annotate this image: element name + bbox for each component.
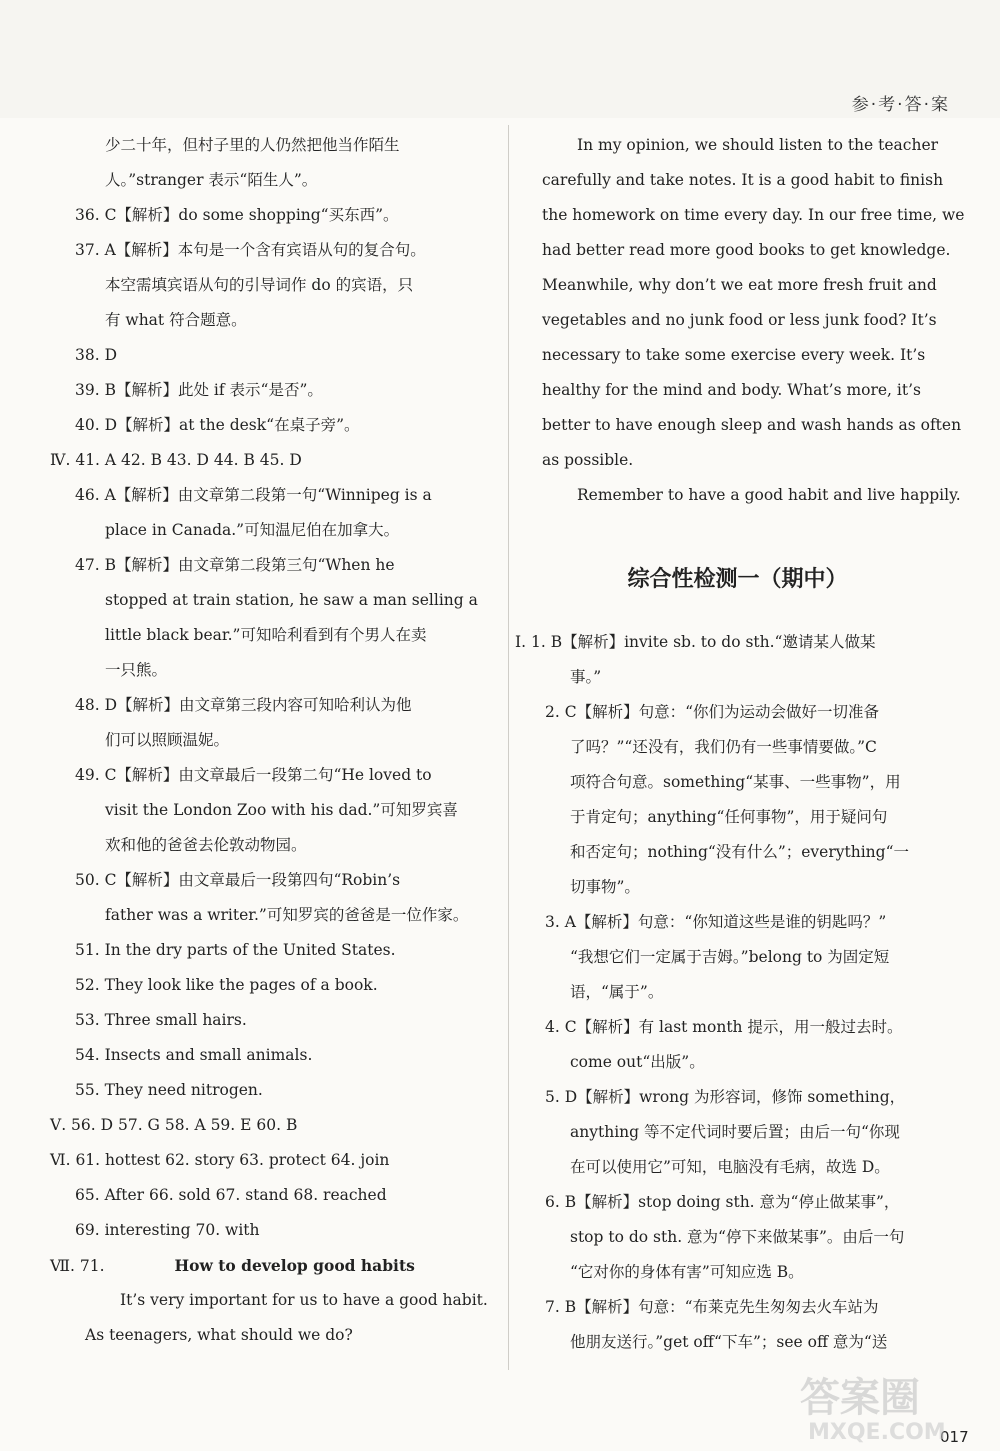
essay-line: better to have enough sleep and wash hands as often <box>542 416 962 434</box>
answer-line: place in Canada.”可知温尼伯在加拿大。 <box>105 521 400 539</box>
answer-line: stopped at train station, he saw a man selling a <box>105 591 478 609</box>
essay-line: had better read more good books to get knowledge. <box>542 241 951 259</box>
essay-line: Remember to have a good habit and live happily. <box>577 486 961 504</box>
answer-line: 2. C【解析】句意：“你们为运动会做好一切准备 <box>545 703 880 721</box>
answer-line: 们可以照顾温妮。 <box>105 731 230 749</box>
answer-line: 欢和他的爸爸去伦敦动物园。 <box>105 836 307 854</box>
essay-title-line <box>50 1248 490 1283</box>
answer-line: 48. D【解析】由文章第三段内容可知哈利认为他 <box>75 696 412 714</box>
answer-line: 了吗？”“还没有，我们仍有一些事情要做。”C <box>570 738 877 756</box>
answer-line: 36. C【解析】do some shopping“买东西”。 <box>75 206 399 224</box>
watermark-main-text: 答案圈 <box>800 1375 920 1421</box>
answer-line: 51. In the dry parts of the United States. <box>75 941 396 959</box>
answer-line: 6. B【解析】stop doing sth. 意为“停止做某事”， <box>545 1193 900 1211</box>
essay-line: necessary to take some exercise every week. It’s <box>542 346 926 364</box>
answer-line: anything 等不定代词时要后置；由后一句“你现 <box>570 1123 900 1141</box>
answer-line: 语，“属于”。 <box>570 983 664 1001</box>
answer-line: 50. C【解析】由文章最后一段第四句“Robin’s <box>75 871 401 889</box>
answer-line: come out“出版”。 <box>570 1053 705 1071</box>
answer-line: 于肯定句；anything“任何事物”，用于疑问句 <box>570 808 888 826</box>
page-header-title: 参·考·答·案 <box>851 95 950 115</box>
answer-line: Ⅳ. 41. A 42. B 43. D 44. B 45. D <box>50 451 302 469</box>
answer-line: 5. D【解析】wrong 为形容词，修饰 something， <box>545 1088 906 1106</box>
answer-line: Ⅰ. 1. B【解析】invite sb. to do sth.“邀请某人做某 <box>515 633 876 651</box>
essay-title: How to develop good habits <box>174 1256 415 1275</box>
watermark-logo <box>800 1375 990 1445</box>
answer-line: 46. A【解析】由文章第二段第一句“Winnipeg is a <box>75 486 432 504</box>
answer-line: 7. B【解析】句意：“布莱克先生匆匆去火车站为 <box>545 1298 879 1316</box>
answer-line: 54. Insects and small animals. <box>75 1046 313 1064</box>
answer-line: 和否定句；nothing“没有什么”；everything“一 <box>570 843 910 861</box>
answer-line: 人。”stranger 表示“陌生人”。 <box>105 171 318 189</box>
answer-line: 47. B【解析】由文章第二段第三句“When he <box>75 556 395 574</box>
answer-line: 39. B【解析】此处 if 表示“是否”。 <box>75 381 323 399</box>
essay-line: In my opinion, we should listen to the teacher <box>577 136 939 154</box>
spacer <box>515 513 960 541</box>
watermark-sub-text: MXQE.COM <box>808 1420 946 1445</box>
answer-line: 事。” <box>570 668 602 686</box>
section-heading: 综合性检测一（期中） <box>627 567 848 592</box>
answer-line: 他朋友送行。”get off“下车”；see off 意为“送 <box>570 1333 888 1351</box>
answer-line: 40. D【解析】at the desk“在桌子旁”。 <box>75 416 360 434</box>
answer-line: “它对你的身体有害”可知应选 B。 <box>570 1263 804 1281</box>
answer-line: 4. C【解析】有 last month 提示，用一般过去时。 <box>545 1018 903 1036</box>
essay-line: As teenagers, what should we do? <box>85 1326 353 1344</box>
page-number: 017 <box>940 1428 969 1446</box>
answer-line: 53. Three small hairs. <box>75 1011 247 1029</box>
answer-line: visit the London Zoo with his dad.”可知罗宾喜 <box>105 801 458 819</box>
essay-line: It’s very important for us to have a good habit. <box>120 1291 488 1309</box>
column-divider <box>508 125 509 1370</box>
essay-line: healthy for the mind and body. What’s more, it’s <box>542 381 921 399</box>
answer-line: 少二十年，但村子里的人仍然把他当作陌生 <box>105 136 400 154</box>
header-band <box>0 0 1000 118</box>
answer-line: Ⅴ. 56. D 57. G 58. A 59. E 60. B <box>50 1116 298 1134</box>
answer-line: 切事物”。 <box>570 878 640 896</box>
answer-line: 一只熊。 <box>105 661 168 679</box>
answer-line: 项符合句意。something“某事、一些事物”，用 <box>570 773 901 791</box>
answer-line: 55. They need nitrogen. <box>75 1081 263 1099</box>
answer-line: father was a writer.”可知罗宾的爸爸是一位作家。 <box>105 906 469 924</box>
essay-line: carefully and take notes. It is a good habit to finish <box>542 171 944 189</box>
answer-line: 49. C【解析】由文章最后一段第二句“He loved to <box>75 766 432 784</box>
answer-line: 69. interesting 70. with <box>75 1221 260 1239</box>
answer-line: 本空需填宾语从句的引导词作 do 的宾语，只 <box>105 276 414 294</box>
answer-line: 在可以使用它”可知，电脑没有毛病，故选 D。 <box>570 1158 890 1176</box>
essay-line: the homework on time every day. In our free time, we <box>542 206 965 224</box>
answer-line: little black bear.”可知哈利看到有个男人在卖 <box>105 626 427 644</box>
essay-line: vegetables and no junk food or less junk food? It’s <box>542 311 937 329</box>
answer-line: “我想它们一定属于吉姆。”belong to 为固定短 <box>570 948 890 966</box>
answer-line: 38. D <box>75 346 118 364</box>
answer-line: 52. They look like the pages of a book. <box>75 976 378 994</box>
answer-line: stop to do sth. 意为“停下来做某事”。由后一句 <box>570 1228 905 1246</box>
essay-line: Meanwhile, why don’t we eat more fresh fruit and <box>542 276 937 294</box>
answer-line: 65. After 66. sold 67. stand 68. reached <box>75 1186 387 1204</box>
essay-number: Ⅶ. 71. <box>50 1257 105 1275</box>
answer-line: 37. A【解析】本句是一个含有宾语从句的复合句。 <box>75 241 426 259</box>
right-column <box>515 128 965 1360</box>
left-column <box>50 128 490 1353</box>
answer-line: Ⅵ. 61. hottest 62. story 63. protect 64. join <box>50 1151 390 1169</box>
answer-line: 3. A【解析】句意：“你知道这些是谁的钥匙吗？” <box>545 913 887 931</box>
answer-line: 有 what 符合题意。 <box>105 311 247 329</box>
essay-line: as possible. <box>542 451 634 469</box>
